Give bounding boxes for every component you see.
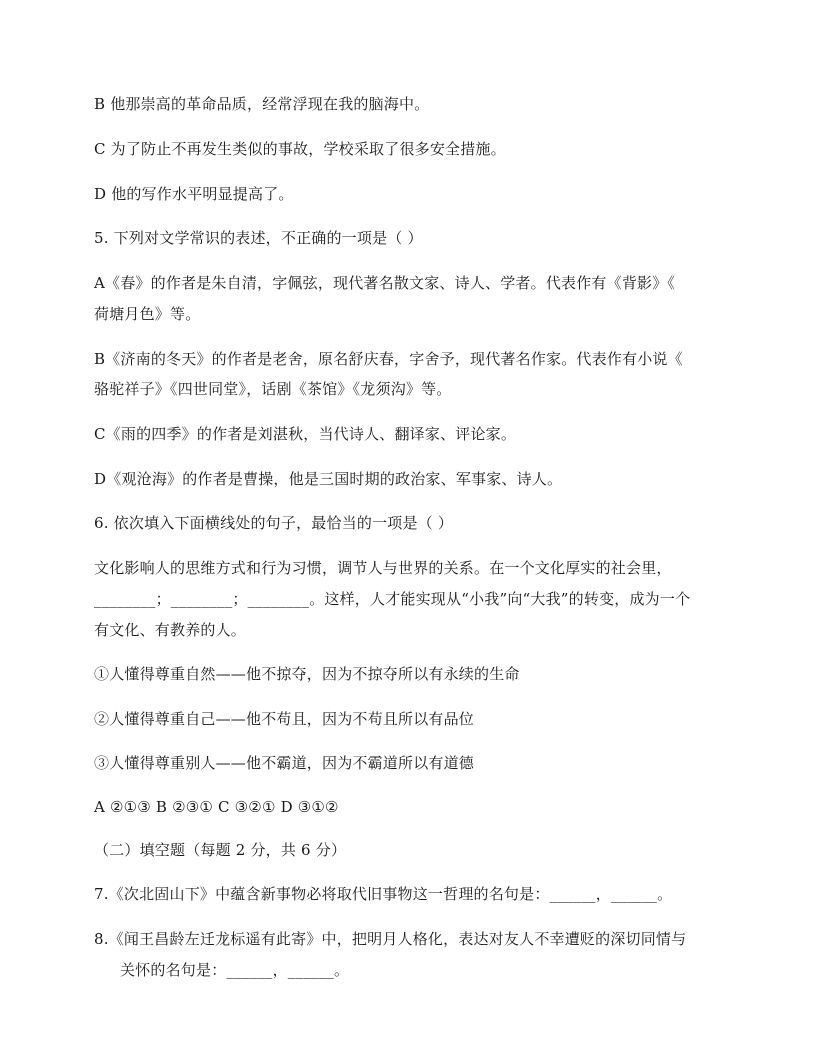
q6-sentence-1: ①人懂得尊重自然——他不掠夺，因为不掠夺所以有永续的生命 — [94, 665, 520, 683]
q5-option-b-line2: 骆驼祥子》《四世同堂》，话剧《茶馆》《龙须沟》等。 — [94, 380, 452, 398]
q6-sentence-3: ③人懂得尊重别人——他不霸道，因为不霸道所以有道德 — [94, 754, 475, 772]
q5-option-d: D《观沧海》的作者是曹操，他是三国时期的政治家、军事家、诗人。 — [94, 470, 563, 488]
q6-stem: 6. 依次填入下面横线处的句子，最恰当的一项是（ ） — [94, 514, 454, 532]
q5-option-a-line1: A《春》的作者是朱自清，字佩弦，现代著名散文家、诗人、学者。代表作有《背影》《 — [94, 274, 676, 292]
q6-passage-line1: 文化影响人的思维方式和行为习惯，调节人与世界的关系。在一个文化厚实的社会里， — [94, 559, 672, 577]
q5-stem: 5. 下列对文学常识的表述，不正确的一项是（ ） — [94, 229, 423, 247]
q6-passage-line2: ________；________；________。这样，人才能实现从“小我”向“大我”的转变，成为一个 — [94, 590, 691, 608]
q5-option-a-line2: 荷塘月色》等。 — [94, 305, 201, 323]
q8-stem-line1: 8.《闻王昌龄左迁龙标遥有此寄》中，把明月人格化，表达对友人不幸遭贬的深切同情与 — [94, 930, 687, 948]
q5-option-b-line1: B《济南的冬天》的作者是老舍，原名舒庆春，字舍予，现代著名作家。代表作有小说《 — [94, 350, 683, 368]
q7-stem: 7.《次北固山下》中蕴含新事物必将取代旧事物这一哲理的名句是：______，______。 — [94, 885, 673, 903]
q5-option-c: C《雨的四季》的作者是刘湛秋，当代诗人、翻译家、评论家。 — [94, 425, 517, 443]
q8-stem-line2: 关怀的名句是：______，______。 — [120, 961, 350, 979]
q4-option-c: C 为了防止不再发生类似的事故，学校采取了很多安全措施。 — [94, 140, 506, 158]
q6-passage-line3: 有文化、有教养的人。 — [94, 621, 247, 639]
q6-sentence-2: ②人懂得尊重自己——他不苟且，因为不苟且所以有品位 — [94, 710, 475, 728]
q6-answer-options: A ②①③ B ②③① C ③②① D ③①② — [94, 798, 339, 816]
section-heading-fill-in: （二）填空题（每题 2 分，共 6 分） — [94, 841, 347, 859]
q4-option-b: B 他那崇高的革命品质，经常浮现在我的脑海中。 — [94, 95, 430, 113]
q4-option-d: D 他的写作水平明显提高了。 — [94, 185, 294, 203]
